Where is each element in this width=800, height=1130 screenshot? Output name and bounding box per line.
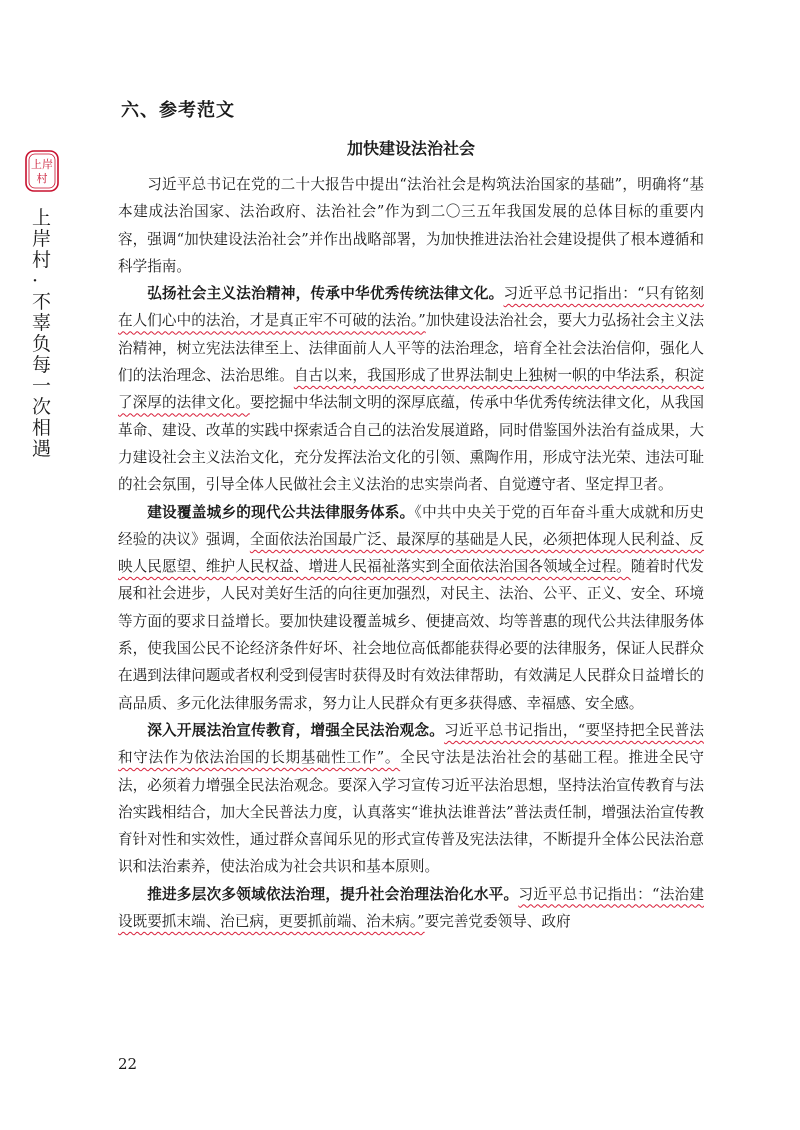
brand-strip — [18, 150, 68, 460]
paragraph — [118, 499, 704, 717]
paragraph-text: 全民守法是法治社会的基础工程。推进全民守法，必须着力增强全民法治观念。要深入学习宣传习近平法治思想，坚持法治宣传教育与法治实践相结合，加大全民普法力度，认真落实“谁执法谁普法”普法责任制，增强法治宣传教育针对性和实效性，通过群众喜闻乐见的形式宣传普及宪法法律，不断提升全体公民法治意识和法治素养，使法治成为社会共识和基本原则。 — [118, 749, 704, 876]
svg-text:村: 村 — [36, 172, 48, 185]
article-body — [118, 171, 704, 935]
paragraph-text: 加快建设法治社会，要大力弘扬社会主义法治精神，树立宪法法律至上、法律面前人人平等的法治理念，培育全社会法治信仰，强化人们的法治理念、法治思维。 — [118, 312, 704, 385]
paragraph — [118, 717, 704, 881]
paragraph — [118, 171, 704, 280]
paragraph-lead: 深入开展法治宣传教育，增强全民法治观念。 — [147, 721, 445, 739]
section-heading: 六、参考范文 — [121, 100, 235, 121]
paragraph — [118, 280, 704, 498]
paragraph-text: 《中共中央关于党的百年奋斗重大成就和历史经验的决议》强调， — [118, 503, 704, 548]
document-title: 加快建设法治社会 — [346, 139, 475, 158]
paragraph-text: 随着时代发展和社会进步，人民对美好生活的向往更加强烈，对民主、法治、公平、正义、安全、环境等方面的要求日益增长。要加快建设覆盖城乡、便捷高效、均等普惠的现代公共法律服务体系，使我国公民不论经济条件好坏、社会地位高低都能获得必要的法律服务，保证人民群众在遇到法律问题或者权利受到侵害时获得及时有效法律帮助，有效满足人民群众日益增长的高品质、多元化法律服务需求，努力让人民群众有更多获得感、幸福感、安全感。 — [118, 558, 704, 712]
paragraph-lead: 建设覆盖城乡的现代公共法律服务体系。 — [147, 503, 415, 521]
paragraph — [118, 881, 704, 936]
paragraph-text: 要挖掘中华法制文明的深厚底蕴，传承中华优秀传统法律文化，从我国革命、建设、改革的实践中探索适合自己的法治发展道路，同时借鉴国外法治有益成果，大力建设社会主义法治文化，充分发挥法治文化的引领、熏陶作用，形成守法光荣、违法可耻的社会氛围，引导全体人民做社会主义法治的忠实崇尚者、自觉遵守者、坚定捍卫者。 — [118, 394, 704, 494]
highlighted-quote: 习近平总书记指出：“只有铭刻在人们心中的法治，才是真正牢不可破的法治。” — [118, 285, 704, 330]
paragraph-lead: 弘扬社会主义法治精神，传承中华优秀传统法律文化。 — [147, 285, 504, 303]
highlighted-quote: 自古以来，我国形成了世界法制史上独树一帜的中华法系，积淀了深厚的法律文化。 — [118, 367, 704, 412]
paragraph-lead: 推进多层次多领域依法治理，提升社会治理法治化水平。 — [147, 885, 519, 903]
highlighted-quote: 全面依法治国最广泛、最深厚的基础是人民，必须把体现人民利益、反映人民愿望、维护人民权益、增进人民福祉落实到全面依法治国各领域全过程。 — [118, 530, 704, 576]
brand-seal-logo — [25, 150, 59, 192]
page-content — [118, 96, 704, 935]
highlighted-quote: 习近平总书记指出，“要坚持把全民普法和守法作为依法治国的长期基础性工作”。 — [118, 721, 704, 767]
svg-text:上岸: 上岸 — [31, 158, 53, 171]
highlighted-quote: 习近平总书记指出：“法治建设既要抓末端、治已病，更要抓前端、治未病。” — [118, 885, 704, 931]
paragraph-text: 要完善党委领导、政府 — [424, 913, 571, 931]
paragraph-text: 习近平总书记在党的二十大报告中提出“法治社会是构筑法治国家的基础”，明确将“基本建成法治国家、法治政府、法治社会”作为到二〇三五年我国发展的总体目标的重要内容，强调“加快建设法治社会”并作出战略部署，为加快推进法治社会建设提供了根本遵循和科学指南。 — [118, 176, 704, 275]
page-number: 22 — [118, 1055, 138, 1073]
brand-slogan: 上岸村·不辜负每一次相遇 — [32, 207, 53, 460]
